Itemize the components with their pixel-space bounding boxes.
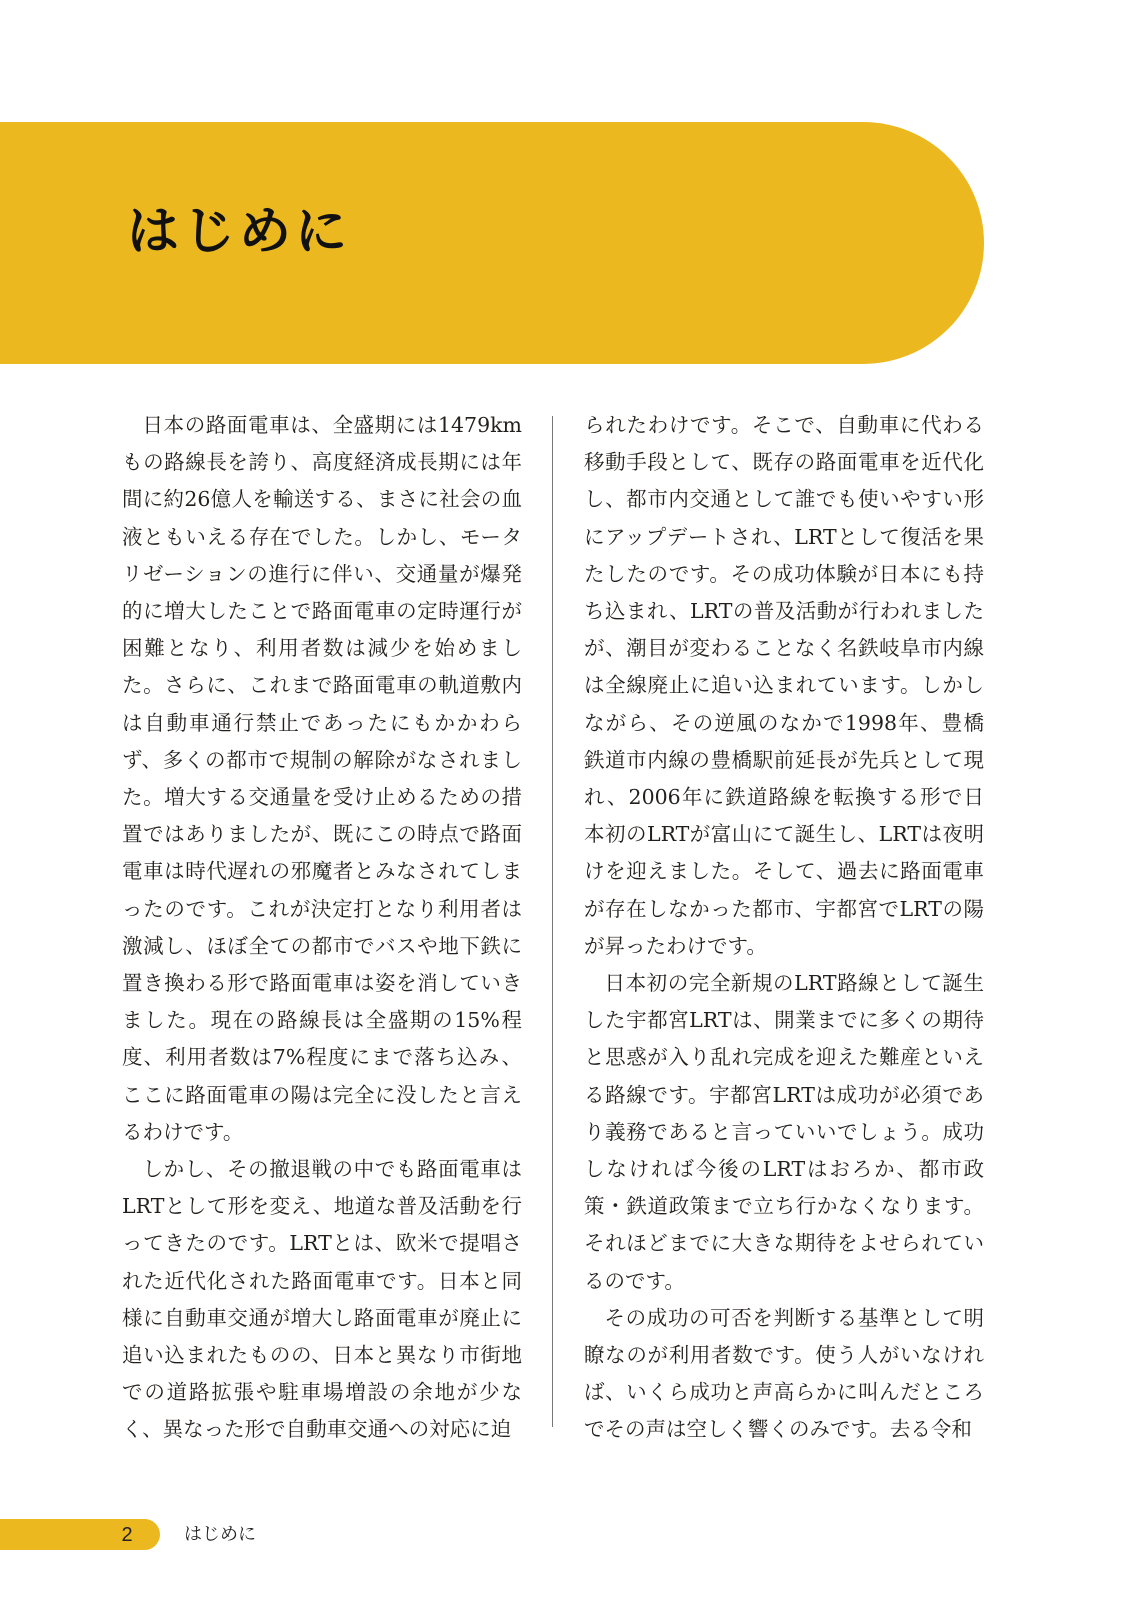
left-column: [122, 407, 522, 1449]
body-paragraph: しかし、その撤退戦の中でも路面電車はLRTとして形を変え、地道な普及活動を行ってきたのです。LRTとは、欧米で提唱された近代化された路面電車です。日本と同様に自動車交通が増大し路面電車が廃止に追い込まれたものの、日本と異なり市街地での道路拡張や駐車場増設の余地が少なく、異なった形で自動車交通への対応に迫: [122, 1157, 522, 1442]
column-divider: [552, 416, 553, 1427]
page-title: はじめに: [127, 202, 352, 262]
body-paragraph: 日本初の完全新規のLRT路線として誕生した宇都宮LRTは、開業までに多くの期待と思惑が入り乱れ完成を迎えた難産といえる路線です。宇都宮LRTは成功が必須であり義務であると言っていいでしょう。成功しなければ今後のLRTはおろか、都市政策・鉄道政策まで立ち行かなくなります。それほどまでに大きな期待をよせられているのです。: [584, 971, 984, 1293]
body-paragraph: 日本の路面電車は、全盛期には1479kmもの路線長を誇り、高度経済成長期には年間に約26億人を輸送する、まさに社会の血液ともいえる存在でした。しかし、モータリゼーションの進行に伴い、交通量が爆発的に増大したことで路面電車の定時運行が困難となり、利用者数は減少を始めました。さらに、これまで路面電車の軌道敷内は自動車通行禁止であったにもかかわらず、多くの都市で規制の解除がなされました。増大する交通量を受け止めるための措置ではありましたが、既にこの時点で路面電車は時代遅れの邪魔者とみなされてしまったのです。これが決定打となり利用者は激減し、ほぼ全ての都市でバスや地下鉄に置き換わる形で路面電車は姿を消していきました。現在の路線長は全盛期の15%程度、利用者数は7%程度にまで落ち込み、ここに路面電車の陽は完全に没したと言えるわけです。: [122, 413, 522, 1144]
body-paragraph: その成功の可否を判断する基準として明瞭なのが利用者数です。使う人がいなければ、いくら成功と声高らかに叫んだところでその声は空しく響くのみです。去る令和: [584, 1305, 984, 1442]
footer-section-title: はじめに: [184, 1524, 256, 1545]
page-number: 2: [121, 1524, 133, 1546]
right-column: [584, 407, 984, 1449]
body-paragraph-continued: られたわけです。そこで、自動車に代わる移動手段として、既存の路面電車を近代化し、都市内交通として誰でも使いやすい形にアップデートされ、LRTとして復活を果たしたのです。その成功体験が日本にも持ち込まれ、LRTの普及活動が行われましたが、潮目が変わることなく名鉄岐阜市内線は全線廃止に追い込まれています。しかしながら、その逆風のなかで1998年、豊橋鉄道市内線の豊橋駅前延長が先兵として現れ、2006年に鉄道路線を転換する形で日本初のLRTが富山にて誕生し、LRTは夜明けを迎えました。そして、過去に路面電車が存在しなかった都市、宇都宮でLRTの陽が昇ったわけです。: [584, 413, 984, 958]
